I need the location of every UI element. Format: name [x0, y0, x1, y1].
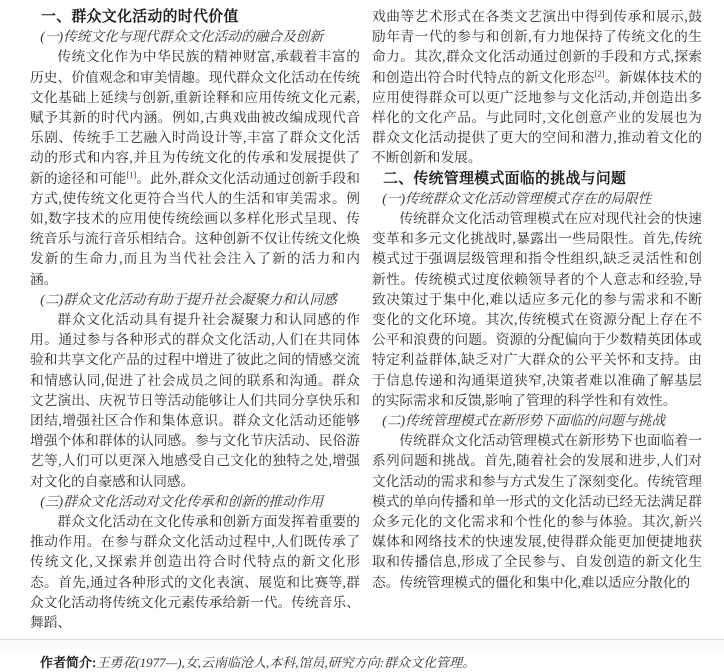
heading: 二、传统管理模式面临的挑战与问题	[383, 170, 627, 187]
citation-reference: [2]	[594, 68, 605, 79]
subheading: (一)传统群众文化活动管理模式存在的局限性	[382, 190, 652, 206]
paragraph: 传统群众文化活动管理模式在新形势下也面临着一系列问题和挑战。首先,随着社会的发展和进步,人们对文化活动的需求和参与方式发生了深刻变化。传统管理模式的单向传播和单一形式的文化活动已经无法满足群众多元化的文化需求和个性化的参与体验。其次,新兴媒体和网络技术的快速发展,使得群众能更加便捷地获取和传播信息,形成了全民参与、自发创造的新文化生态。传统管理模式的僵化和集中化,难以适应分散化的	[372, 433, 702, 590]
paragraph: 传统群众文化活动管理模式在应对现代社会的快速变革和多元文化挑战时,暴露出一些局限性。首先,传统模式过于强调层级管理和指令性组织,缺乏灵活性和创新性。传统模式过度依赖领导者的个人意志和经验,导致决策过于集中化,难以适应多元化的参与需求和不断变化的文化环境。其次,传统模式在资源分配上存在不公平和浪费的问题。资源的分配偏向于少数精英团体或特定利益群体,缺乏对广大群众的公平关怀和支持。由于信息传递和沟通渠道狭窄,决策者难以准确了解基层的实际需求和反馈,影响了管理的科学性和有效性。	[372, 211, 702, 408]
paragraph: 传统文化作为中华民族的精神财富,承载着丰富的历史、价值观念和审美情趣。现代群众文化活动在传统文化基础上延续与创新,重新诠释和应用传统文化元素,赋予其新的时代内涵。例如,古典戏曲被改编成现代音乐剧、传统手工艺融入时尚设计等,丰富了群众文化活动的形式和内容,并且为传统文化的传承和发展提供了新的途径和可能[1]。此外,群众文化活动通过创新手段和方式,使传统文化更符合当代人的生活和审美需求。例如,数字技术的应用使传统绘画以多样化形式呈现、传统音乐与流行音乐相结合。这种创新不仅让传统文化焕发新的生命力,而且为当代社会注入了新的活力和内涵。	[30, 49, 360, 287]
page-bottom-edge	[0, 639, 724, 649]
subheading: (三)群众文化活动对文化传承和创新的推动作用	[40, 493, 324, 509]
author-bio-footer	[40, 654, 702, 672]
heading: 一、群众文化活动的时代价值	[41, 9, 239, 25]
author-bio-text: 王勇花(1977—),女,云南临沧人,本科,馆员,研究方向:群众文化管理。	[96, 655, 476, 671]
text-column-right	[372, 7, 702, 633]
paragraph: 戏曲等艺术形式在各类文艺演出中得到传承和展示,鼓励年青一代的参与和创新,有力地保持了传统文化的生命力。其次,群众文化活动通过创新的手段和方式,探索和创造出符合时代特点的新文化形态[2]。新媒体技术的应用使得群众可以更广泛地参与文化活动,并创造出多样化的文化产品。与此同时,文化创意产业的发展也为群众文化活动提供了更大的空间和潜力,推动着文化的不断创新和发展。	[372, 9, 702, 166]
paragraph: 群众文化活动具有提升社会凝聚力和认同感的作用。通过参与各种形式的群众文化活动,人们在共同体验和共享文化产品的过程中增进了彼此之间的情感交流和情感认同,促进了社会成员之间的联系和沟通。群众文艺演出、庆祝节日等活动能够让人们共同分享快乐和团结,增强社区合作和集体意识。群众文化活动还能够增强个体和群体的认同感。参与文化节庆活动、民俗游艺等,人们可以更深入地感受自己文化的独特之处,增强对文化的自豪感和认同感。	[30, 312, 360, 489]
author-bio-label: 作者简介:	[40, 655, 97, 671]
paragraph: 群众文化活动在文化传承和创新方面发挥着重要的推动作用。在参与群众文化活动过程中,人们既传承了传统文化,又探索并创造出符合时代特点的新文化形态。首先,通过各种形式的文化表演、展览和比赛等,群众文化活动将传统文化元素传承给新一代。传统音乐、舞蹈、	[30, 514, 360, 631]
text-column-left	[30, 7, 360, 633]
citation-reference: [1]	[126, 169, 137, 180]
subheading: (一)传统文化与现代群众文化活动的融合及创新	[40, 29, 324, 45]
subheading: (二)群众文化活动有助于提升社会凝聚力和认同感	[40, 291, 337, 307]
subheading: (二)传统管理模式在新形势下面临的问题与挑战	[382, 413, 666, 429]
